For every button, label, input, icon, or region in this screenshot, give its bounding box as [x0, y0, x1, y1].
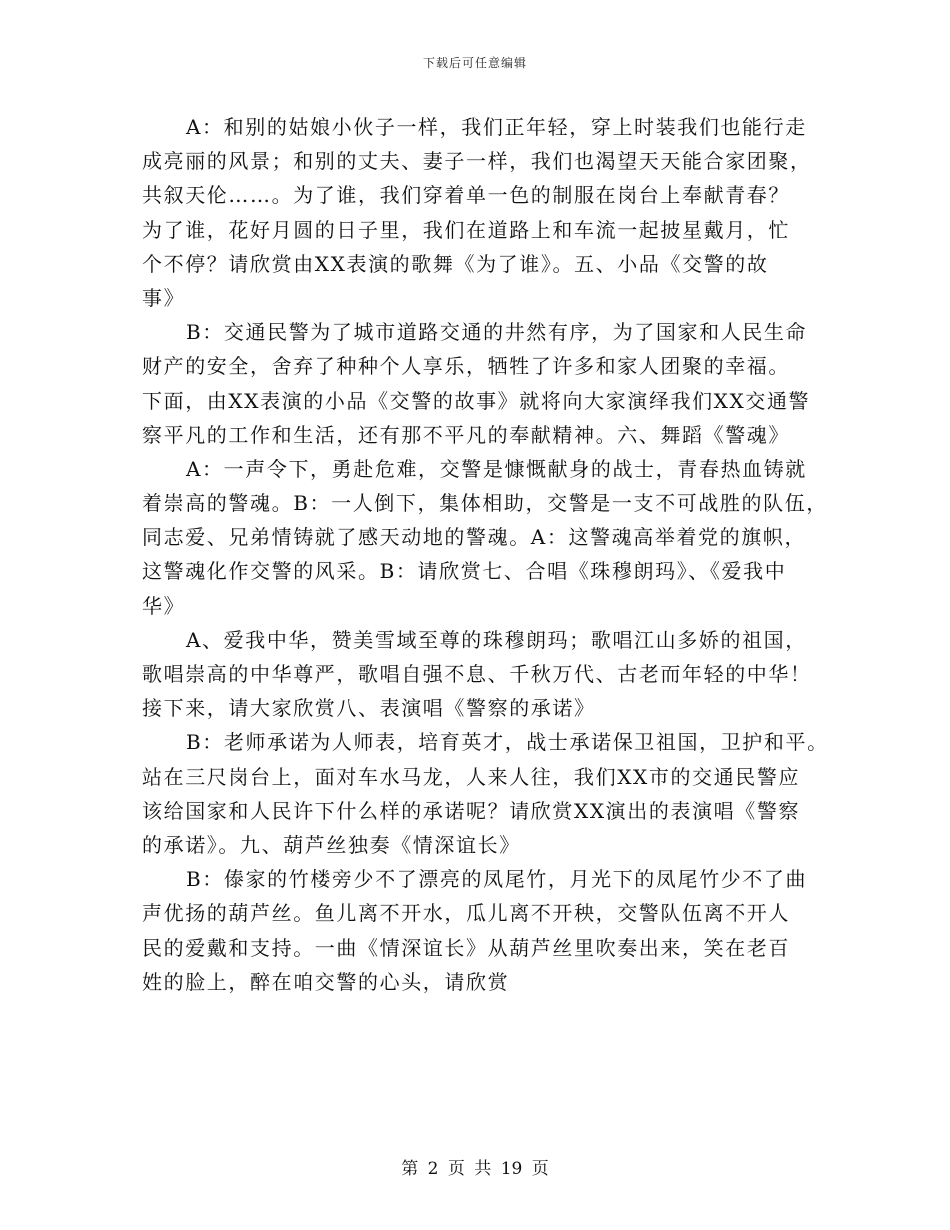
paragraph — [142, 315, 842, 452]
text-line: 同志爱、兄弟情铸就了感天动地的警魂。A：这警魂高举着党的旗帜， — [142, 525, 807, 550]
document-body — [142, 110, 842, 999]
text-line: 成亮丽的风景；和别的丈夫、妻子一样，我们也渴望天天能合家团聚， — [142, 149, 812, 174]
text-line: 财产的安全，舍弃了种种个人享乐，牺牲了许多和家人团聚的幸福。 — [142, 354, 790, 379]
text-line: 个不停？请欣赏由XX表演的歌舞《为了谁》。五、小品《交警的故 — [142, 251, 769, 276]
page-number: 第 2 页 共 19 页 — [401, 1159, 549, 1179]
text-line: 下面，由XX表演的小品《交警的故事》就将向大家演绎我们XX交通警 — [142, 388, 811, 413]
text-line: 歌唱崇高的中华尊严，歌唱自强不息、千秋万代、古老而年轻的中华！ — [142, 662, 812, 686]
text-line: A：和别的姑娘小伙子一样，我们正年轻，穿上时装我们也能行走 — [186, 115, 807, 139]
text-line: A、爱我中华，赞美雪域至尊的珠穆朗玛；歌唱江山多娇的祖国， — [186, 627, 807, 652]
text-line: 该给国家和人民许下什么样的承诺呢？请欣赏XX演出的表演唱《警察 — [142, 798, 801, 823]
paragraph — [142, 725, 842, 862]
text-line: 接下来，请大家欣赏八、表演唱《警察的承诺》 — [142, 696, 596, 721]
paragraph — [142, 452, 842, 623]
text-line: 共叙天伦……。为了谁，我们穿着单一色的制服在岗台上奉献青春？ — [142, 183, 790, 208]
text-line: 声优扬的葫芦丝。鱼儿离不开水，瓜儿离不开秧，交警队伍离不开人 — [142, 901, 790, 926]
text-line: B：老师承诺为人师表，培育英才，战士承诺保卫祖国，卫护和平。 — [186, 730, 829, 755]
text-line: 民的爱戴和支持。一曲《情深谊长》从葫芦丝里吹奏出来，笑在老百 — [142, 935, 790, 960]
page-header: 下载后可任意编辑 — [422, 56, 527, 70]
text-line: 事》 — [142, 285, 186, 310]
text-line: 这警魂化作交警的风采。B：请欣赏七、合唱《珠穆朗玛》、《爱我中 — [142, 559, 787, 584]
text-line: 的承诺》。九、葫芦丝独奏《情深谊长》 — [142, 832, 521, 857]
text-line: 华》 — [142, 593, 186, 618]
text-line: B：交通民警为了城市道路交通的井然有序，为了国家和人民生命 — [186, 320, 808, 345]
text-line: 察平凡的工作和生活，还有那不平凡的奉献精神。六、舞蹈《警魂》 — [142, 422, 790, 447]
text-line: 站在三尺岗台上，面对车水马龙，人来人往，我们XX市的交通民警应 — [142, 764, 801, 789]
text-line: B：傣家的竹楼旁少不了漂亮的凤尾竹，月光下的凤尾竹少不了曲 — [186, 867, 808, 892]
text-line: 为了谁，花好月圆的日子里，我们在道路上和车流一起披星戴月，忙 — [142, 217, 790, 242]
text-line: 姓的脸上，醉在咱交警的心头，请欣赏 — [142, 969, 510, 994]
paragraph — [142, 110, 842, 315]
text-line: 着崇高的警魂。B：一人倒下，集体相助，交警是一支不可战胜的队伍， — [142, 491, 828, 516]
paragraph — [142, 862, 842, 999]
text-line: A：一声令下，勇赴危难，交警是慷慨献身的战士，青春热血铸就 — [186, 456, 807, 481]
paragraph — [142, 623, 842, 726]
